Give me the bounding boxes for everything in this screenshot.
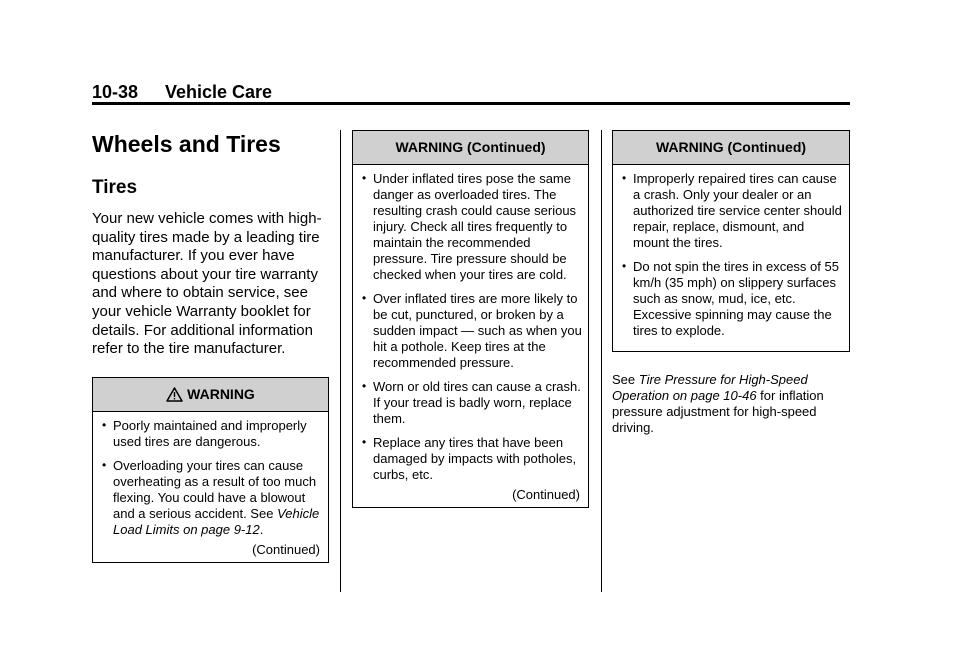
column-2: [352, 130, 589, 508]
bullet-icon: •: [102, 417, 107, 432]
cross-reference-link[interactable]: Tire Pressure for High-Speed Operation on page 10-46: [612, 372, 808, 403]
warning-item: [361, 435, 582, 483]
bullet-icon: •: [362, 435, 367, 449]
bullet-icon: •: [362, 291, 367, 305]
warning-item-text: Worn or old tires can cause a crash. If your tread is badly worn, replace them.: [373, 379, 581, 426]
bullet-icon: •: [362, 379, 367, 393]
cross-reference-link[interactable]: Vehicle Load Limits on page 9-12: [113, 505, 320, 537]
warning-triangle-icon: [166, 387, 183, 402]
warning-item: [361, 379, 582, 427]
warning-header: [93, 378, 328, 412]
see-reference-paragraph: [612, 372, 850, 436]
bullet-icon: •: [102, 457, 107, 472]
header-rule: [92, 102, 850, 105]
column-divider: [340, 130, 341, 592]
warning-title: WARNING: [187, 385, 255, 402]
intro-paragraph: Your new vehicle comes with high-quality tires made by a leading tire manufacturer. If you ever have questions about your tire warranty and where to obtain service, see your vehicle Warranty booklet for details. For additional information refer to the tire manufacturer.: [92, 210, 322, 358]
page-header: [92, 82, 272, 103]
warning-item: [361, 171, 582, 283]
warning-item-text: Do not spin the tires in excess of 55 km/h (35 mph) on slippery surfaces such as snow, mud, ice, etc. Excessive spinning may cause the tires to explode.: [633, 259, 839, 338]
warning-item-text: Replace any tires that have been damaged by impacts with potholes, curbs, etc.: [373, 435, 577, 482]
warning-item: [101, 418, 322, 450]
warning-header: WARNING (Continued): [353, 131, 588, 165]
warning-header: WARNING (Continued): [613, 131, 849, 165]
bullet-icon: •: [622, 171, 627, 185]
warning-body: [353, 165, 588, 507]
warning-item-text: Improperly repaired tires can cause a crash. Only your dealer or an authorized tire service center should repair, replace, dismount, and mount the tires.: [633, 171, 842, 250]
warning-item-text: Poorly maintained and improperly used tires are dangerous.: [113, 417, 307, 449]
warning-box: [92, 377, 329, 563]
column-3: [612, 130, 850, 436]
column-divider: [601, 130, 602, 592]
warning-box: [352, 130, 589, 508]
warning-item-text: Under inflated tires pose the same danger as overloaded tires. The resulting crash could cause serious injury. Check all tires frequently to maintain the recommended pressure. Tire pressure should be checked when your tires are cold.: [373, 171, 577, 282]
section-title: Vehicle Care: [165, 82, 273, 102]
see-prefix: See: [612, 372, 639, 387]
warning-body: [93, 412, 328, 562]
bullet-icon: •: [622, 259, 627, 273]
page-number: 10-38: [92, 82, 139, 102]
subsection-title: Tires: [92, 177, 138, 198]
continued-label: (Continued): [252, 541, 320, 557]
warning-item: [361, 291, 582, 371]
warning-item-text: Over inflated tires are more likely to be cut, punctured, or broken by a sudden impact — such as when you hit a pothole. Keep tires at the recommended pressure.: [373, 291, 582, 370]
page-title: Wheels and Tires: [92, 131, 281, 157]
warning-item: [621, 171, 843, 251]
warning-item: [101, 458, 322, 538]
bullet-icon: •: [362, 171, 367, 185]
continued-label: (Continued): [512, 487, 580, 502]
column-1: [92, 122, 329, 563]
warning-item-end: .: [259, 521, 264, 537]
warning-box: [612, 130, 850, 352]
warning-body: [613, 165, 849, 351]
see-suffix: for inflation pressure adjustment for high-speed driving.: [612, 388, 824, 435]
warning-item: [621, 259, 843, 339]
warning-item-text: Overloading your tires can cause overheating as a result of too much flexing. You could have a blowout and a serious accident. See: [113, 457, 317, 521]
